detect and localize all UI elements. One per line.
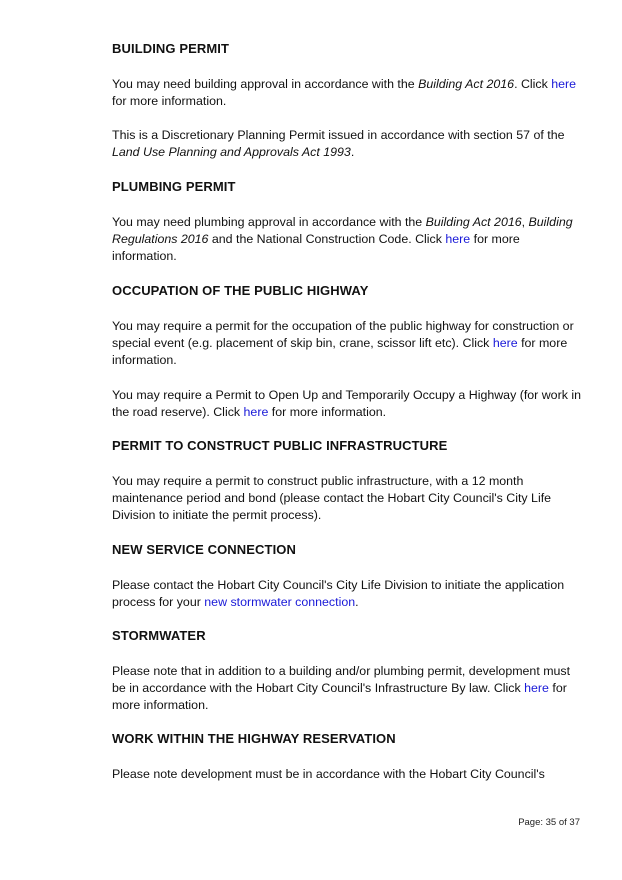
section-heading-building-permit: BUILDING PERMIT <box>112 41 230 56</box>
open-up-highway-here-link[interactable]: here <box>243 405 269 420</box>
section-heading-stormwater: STORMWATER <box>112 628 206 643</box>
page-number: Page: 35 of 37 <box>518 817 580 828</box>
section-heading-work-within-highway-reservation: WORK WITHIN THE HIGHWAY RESERVATION <box>112 731 396 746</box>
new-stormwater-connection-link[interactable]: new stormwater connection <box>204 595 356 610</box>
plumbing-permit-paragraph: You may need plumbing approval in accordance with the Building Act 2016, Building Regulations 2016 and the National Construction Code. Click here for more information. <box>112 215 573 264</box>
new-service-connection-paragraph: Please contact the Hobart City Council's City Life Division to initiate the application process for your new stormwater connection. <box>112 578 565 610</box>
occupation-permit-paragraph: You may require a permit for the occupation of the public highway for construction or special event (e.g. placement of skip bin, crane, scissor lift etc). Click here for more information. <box>112 319 574 368</box>
occupation-here-link[interactable]: here <box>492 336 518 351</box>
highway-reservation-paragraph: Please note development must be in accordance with the Hobart City Council's <box>112 767 545 781</box>
section-heading-construct-public-infrastructure: PERMIT TO CONSTRUCT PUBLIC INFRASTRUCTURE <box>112 438 448 453</box>
stormwater-paragraph: Please note that in addition to a building and/or plumbing permit, development must be in accordance with the Hobart City Council's Infrastructure By law. Click here for more information. <box>112 664 571 713</box>
plumbing-permit-here-link[interactable]: here <box>445 232 471 247</box>
open-up-highway-paragraph: You may require a Permit to Open Up and Temporarily Occupy a Highway (for work in the road reserve). Click here for more information. <box>112 388 581 420</box>
section-heading-plumbing-permit: PLUMBING PERMIT <box>112 179 236 194</box>
building-permit-here-link[interactable]: here <box>551 77 577 91</box>
building-permit-paragraph: You may need building approval in accordance with the Building Act 2016. Click here for more information. <box>112 77 577 109</box>
section-heading-new-service-connection: NEW SERVICE CONNECTION <box>112 542 296 557</box>
section-heading-occupation-public-highway: OCCUPATION OF THE PUBLIC HIGHWAY <box>112 283 369 298</box>
public-infrastructure-paragraph: You may require a permit to construct public infrastructure, with a 12 month maintenance period and bond (please contact the Hobart City Council's City Life Division to initiate the permit process). <box>112 474 552 523</box>
stormwater-here-link[interactable]: here <box>524 681 549 696</box>
discretionary-permit-paragraph: This is a Discretionary Planning Permit issued in accordance with section 57 of the Land Use Planning and Approvals Act 1993. <box>112 128 565 160</box>
